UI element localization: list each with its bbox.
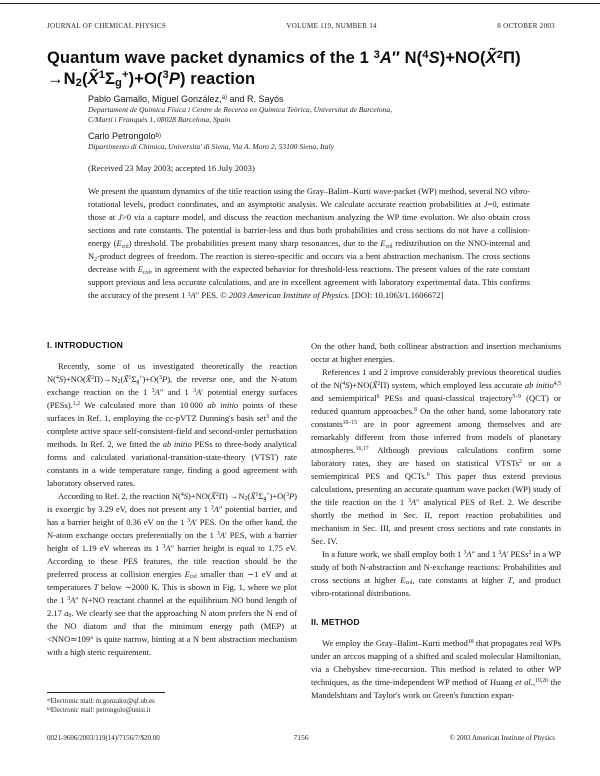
- author-names-group-1: Pablo Gamallo, Miguel González,$^{a)}$ and R. Sayós: [88, 94, 284, 104]
- article-title-line-2: $\to N_2(X̃^1\Sigma_g^+)+O(^3P)$ reaction: [47, 69, 256, 90]
- footnotes-block: [47, 689, 297, 715]
- article-title-line-1: Quantum wave packet dynamics of the 1 $^3$A″ N($^4$S)+NO(X̃$^2$Π): [47, 48, 521, 67]
- intro-paragraph-2: According to Ref. 2, the reaction N($^4$S)+NO(X̃$^2$Π) $\to N_2(X̃^1\Sigma_g^+)+O(^3P)$ is exoergic by 3.29 eV, does not present any 1 $^3$A″ potential barrier, and has a barrier height of 0.36 eV on the 1 $^3$A′ PES. On the other hand, the N-atom exchange occurs preferentially on the 1 $^3$A′ PES, with a barrier height of 1.19 eV whereas its 1 $^3$A″ barrier height is equal to 1.75 eV. According to these PES features, the title reaction should be the preferred process at collision energies $E_{col}$ smaller than ∼1 eV and at temperatures T below ∼2000 K. This is shown in Fig. 1, where we plot the 1 $^3$A″ N+NO reactant channel at the equilibrium NO bond length of 2.17 $a_0$. We clearly see that the approaching N atom prefers the N end of the NO diatom and that the minimum energy path (MEP) at <NNO≃109° is quite narrow, hinting at a N bent abstraction mechanism with a high steric requirement.: [47, 491, 297, 657]
- article-title: [47, 48, 567, 89]
- received-dates: (Received 23 May 2003; accepted 16 July 2003): [88, 163, 255, 174]
- issue-date: 8 OCTOBER 2003: [497, 22, 555, 30]
- page-top-rule: [0, 3, 600, 4]
- volume-number: VOLUME 119, NUMBER 14: [286, 22, 377, 30]
- footer-page-number: 7156: [293, 733, 309, 742]
- section-heading-method: II. METHOD: [311, 617, 360, 627]
- footer-copyright: © 2003 American Institute of Physics: [449, 734, 555, 742]
- footnote-a-email: $^{a)}$Electronic mail: m.gonzalez@qf.ub.es: [47, 696, 155, 705]
- page-footer: [47, 733, 555, 742]
- affiliation-1-line-1: Departament de Química Física i Centre de Recerca en Química Teòrica, Universitat de Barcelona,: [88, 105, 393, 114]
- journal-name: JOURNAL OF CHEMICAL PHYSICS: [47, 22, 167, 30]
- intro-paragraph-3: References 1 and 2 improve considerably previous theoretical studies of the N($^4$S)+NO(X̃$^2$Π) system, which employed less accurate ab initio$^{4,5}$ and semiempirical$^6$ PESs and quasi-classical trajectory$^{5-9}$ (QCT) or reduced quantum approaches.$^8$ On the other hand, some laboratory rate constants$^{10-15}$ are in poor agreement among themselves and are remarkably different from those inferred from models of planetary atmospheres.$^{16,17}$ Although previous calculations confirm some laboratory rates, they are based on statistical VTSTs$^2$ or on a semiempirical PES and QCTs.$^6$ This paper thus extend previous calculations, presenting an accurate quantum wave packet (WP) study of the title reaction on the 1 $^3$A″ analytical PES of Ref. 2. We describe shortly the method in Sec. II, report reaction probabilities and mechanism in Sec. III, and present cross sections and rate constants in Sec. IV.: [311, 367, 562, 546]
- abstract-text: We present the quantum dynamics of the title reaction using the Gray–Balint–Kurti wave-packet (WP) method, several NO vibro-rotational levels, product coordinates, and an asymptotic analysis. We calculate accurate reaction probabilities at J=0, estimate those at J>0 via a capture model, and discuss the reaction mechanism analyzing the WP time evolution. We also obtain cross sections and rate constants. The potential is barrier-less and thus both probabilities and cross sections do not have a collision-energy $(E_{col})$ threshold. The probabilities present many sharp resonances, due to the $E_{col}$ redistribution on the NNO-internal and $N_2$-product degrees of freedom. The reaction is stereo-specific and occurs via a bent abstraction mechanism. The cross sections decrease with $E_{col}$, in agreement with the expected behavior for threshold-less reactions. The present values of the rate constant support previous and less accurate calculations, and are in excellent agreement with laboratory experimental data. This confirms the accuracy of the present 1 $^3$A″ PES. © 2003 American Institute of Physics. [DOI: 10.1063/1.1606672]: [88, 186, 531, 301]
- journal-masthead: [47, 22, 555, 30]
- section-heading-introduction: I. INTRODUCTION: [47, 340, 124, 350]
- intro-paragraph-4: In a future work, we shall employ both 1 $^3$A″ and 1 $^3$A′ PESs$^2$ in a WP study of both N-abstraction and N-exchange reactions: Probabilities and cross sections at higher $E_{col}$, rate constants at higher T, and product vibro-rotational distributions.: [311, 549, 561, 598]
- affiliation-1-line-2: C/Martí i Franquès 1, 08028 Barcelona, Spain: [88, 114, 231, 124]
- intro-paragraph-1: Recently, some of us investigated theoretically the reaction $N(^4S)+NO(X̃^2\Pi)\to N_2(X̃^1\Sigma_g^+)+O(^3P)$, the reverse one, and the N-atom exchange reaction on the 1 $^3$A″ and 1 $^3$A′ potential energy surfaces (PESs).$^{1,2}$ We calculated more than 10 000 ab initio points of these surfaces in Ref. 1, employing the cc-pVTZ Dunning's basis set$^3$ and the complete active space self-consistent-field and second-order perturbation methods. In Ref. 2, we fitted the ab initio PESs to three-body analytical forms and calculated variational-transition-state-theory (VTST) rate constants in a wide temperature range, finding a good agreement with laboratory observed rates.: [47, 361, 298, 488]
- intro-paragraph-continuation: On the other hand, both collinear abstraction and insertion mechanisms occur at higher energies.: [311, 341, 561, 364]
- front-matter: [88, 94, 540, 302]
- footnote-divider: [47, 692, 165, 693]
- left-column: [47, 340, 297, 702]
- author-names-group-2: Carlo Petrongolo$^{b)}$: [88, 131, 161, 142]
- right-column: [311, 340, 561, 702]
- method-paragraph-1: We employ the Gray–Balint–Kurti method$^{18}$ that propagates real WPs under an arccos mapping of a shifted and scaled molecular Hamiltonian, via a Chebyshev time-recursion. This method is related to other WP techniques, as the time-independent WP method of Huang et al.,$^{19,20}$ the Mandelshtam and Taylor's work on Green's function expan-: [311, 638, 562, 700]
- footnote-b-email: $^{b)}$Electronic mail: petrongolo@unisi.it: [47, 705, 151, 714]
- affiliation-2-line-1: Dipartimento di Chimica, Universita' di Siena, Via A. Moro 2, 53100 Siena, Italy: [88, 142, 334, 152]
- two-column-body: [47, 340, 561, 702]
- footer-issn-code: 0021-9606/2003/119(14)/7156/7/$20.00: [47, 734, 160, 742]
